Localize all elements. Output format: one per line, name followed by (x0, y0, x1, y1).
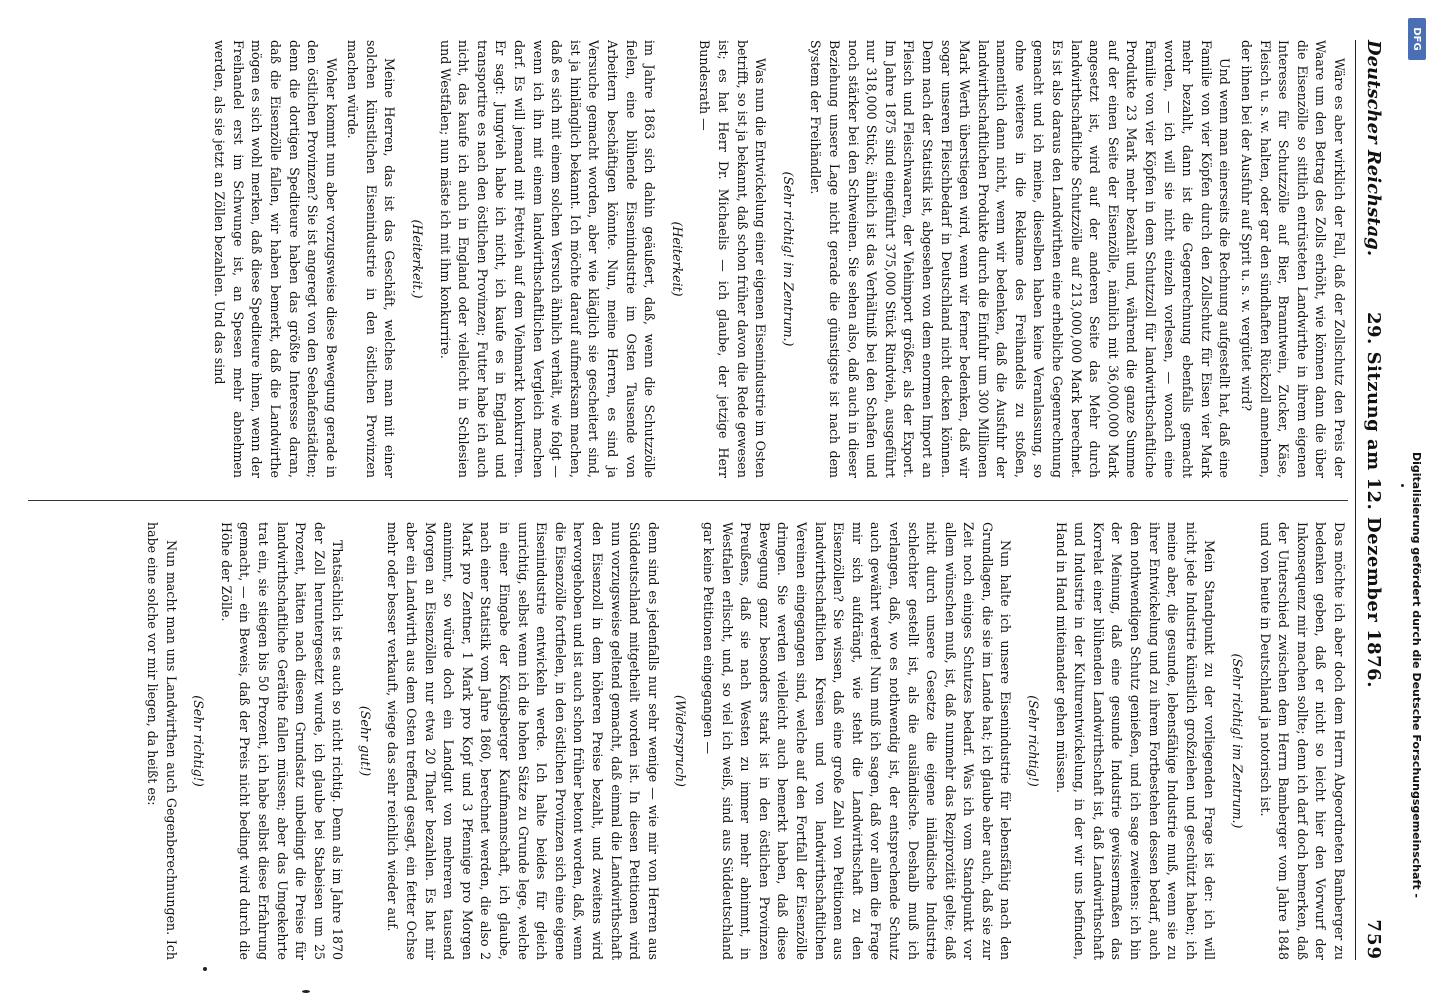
scan-speck (302, 990, 310, 993)
paragraph: Nun macht man uns Landwirthen auch Gegenberechnungen. Ich habe eine solche vor mir liegen, da heißt es: (144, 522, 179, 960)
paragraph: Und wenn man einerseits die Rechnung aufgestellt hat, daß eine Familie von vier Köpfen durch den Zollschutz für Eisen vier Mark mehr bezahlt, dann ist die Gegenrechnung ebenfalls gemacht worden, — ich will sie nicht einzeln vorlesen, — wonach eine Familie von vier Köpfen in dem Schutzzoll für landwirthschaftliche Produkte 23 Mark mehr bezahlt und, während die ganze Summe auf der einen Seite der Eisenzölle, nämlich mit 36,000,000 Mark angesetzt ist, wird auf der anderen Seite das Mehr durch landwirthschaftliche Schutzzölle auf 213,000,000 Mark berechnet. Es ist also daraus den Landwirthen eine erhebliche Gegenrechnung gemacht und ich meine, dieselben haben keine Veranlassung, so ohne weiteres in die Reklame des Freihandels zu stoßen, namentlich dann nicht, wenn wir bedenken, daß die Ausfuhr der landwirthschaftlichen Produkte durch die Einfuhr um 300 Millionen Mark Werth überstiegen wird, wenn wir ferner bedenken, daß wir sogar unseren Fleischbedarf in Deutschland nicht decken können. Denn nach der Statistik ist, abgesehen von dem enormen Import an Fleisch und Fleischwaaren, der Viehimport größer, als der Export. Im Jahre 1875 sind eingeführt 375,000 Stück Rindvieh, ausgeführt nur 318,000 Stück; ähnlich ist das Verhältniß bei den Schafen und noch stärker bei den Schweinen. Sie sehen also, daß auch in dieser Beziehung unsere Lage nicht gerade die günstigste ist nach dem System der Freihändler. (808, 40, 1233, 478)
interjection: (Sehr richtig!) (1026, 695, 1042, 787)
paragraph: Meine Herren, das ist das Geschäft, welches man mit einer solchen künstlichen Eisenindustrie in den östlichen Provinzen machen würde. (345, 40, 398, 478)
digitization-credit-text: Digitalisierung gefördert durch die Deutsche Forschungsgemeinschaft - (1410, 451, 1423, 898)
column-divider (28, 500, 1348, 501)
interjection: (Sehr gut!) (357, 705, 373, 777)
interjection: (Heiterkeit.) (410, 219, 426, 299)
paragraph: Woher kommt nun aber vorzugsweise diese Bewegung gerade in den östlichen Provinzen? Sie ist angeregt von den Seehafenstädten; denn die dortigen Spediteure haben das größte Interesse daran, daß die Eisenzölle fallen, wir haben bemerkt, daß die Landwirthe mögen es sich wohl merken, daß diese Spediteure ihnen, wenn der Freihandel erst im Schwunge ist, an Spesen mehr abnehmen werden, als sie jetzt an Zöllen bezahlen. Und das sind (212, 40, 339, 478)
paragraph: Thatsächlich ist es auch so nicht richtig. Denn als im Jahre 1870 der Zoll heruntergesetzt wurde, ich glaube bei Stabeisen um 25 Prozent, hätten nach diesem Grundsatz unbedingt die Preise für landwirthschaftliche Geräthe fallen müssen; aber das Umgekehrte trat ein, sie stiegen bis 50 Prozent, ich habe selbst diese Erfahrung gemacht, — ein Beweis, daß der Preis nicht bedingt wird durch die Höhe der Zölle. (218, 522, 346, 960)
text-column-first (28, 40, 1348, 478)
page-number: 759 (1363, 919, 1384, 960)
digitization-credit (1406, 28, 1430, 898)
paragraph: Was nun die Entwickelung einer eigenen Eisenindustrie im Osten betrifft, so ist ja bekannt, daß schon früher davon die Rede gewesen ist; es hat Herr Dr. Michaelis — ich glaube, der jetzige Herr Bundesrath — (697, 40, 769, 478)
interjection: (Heiterkeit) (669, 221, 685, 297)
paragraph: Mein Standpunkt zu der vorliegenden Frage ist der: ich will nicht jede Industrie künstlich großziehen und geschützt haben; ich meine aber, die gesunde, lebensfähige Industrie muß, wenn sie zu ihrer Entwickelung und zu ihrem Fortbestehen dessen bedarf, auch den nothwendigen Schutz genießen, und ich sage zweitens: ich bin der Meinung, daß eine gesunde Industrie gewissermaßen das Korrelat einer blühenden Landwirthschaft ist, daß Landwirthschaft und Industrie in der Kulturentwickelung, in der wir uns befinden, Hand in Hand miteinander gehen müssen. (1053, 522, 1218, 960)
interjection: (Widerspruch) (673, 695, 689, 787)
interjection: (Sehr richtig!) (191, 695, 207, 787)
paragraph: Nun halte ich unsere Eisenindustrie für lebensfähig nach den Grundlagen, die sie im Lande hat; ich glaube aber auch, daß sie zur Zeit noch einiges Schutzes bedarf. Was ich vom Standpunkt vor allem wünschen muß, ist, daß nunmehr das Reziprozität gelte; daß nicht durch unsere Gesetze die eigene inländische Industrie schlechter gestellt ist, als die ausländische. Deshalb muß ich verlangen, daß, wo es nothwendig ist, der entsprechende Schutz auch gewährt werde! Nun muß ich sagen, daß vor allem die Frage mir sich aufdrängt, wie steht die Landwirthschaft zu den Eisenzöllen? Sie wissen, daß eine große Zahl von Petitionen aus landwirthschaftlichen Kreisen und von landwirthschaftlichen Vereinen eingegangen sind, welche auf den Fortfall der Eisenzölle dringen. Sie werden vielleicht auch bemerkt haben, daß diese Bewegung ganz besonders stark ist in den östlichen Provinzen Preußens, daß sie nach Westen zu immer mehr abnimmt, in Westfalen erlischt, und, so viel ich weiß, sind aus Süddeutschland gar keine Petitionen eingegangen — (701, 522, 1014, 960)
paragraph: denn sind es jedenfalls nur sehr wenige — wie mir von Herren aus Süddeutschland mitgetheilt worden ist. In diesen Petitionen wird nun vorzugsweise geltend gemacht, daß einmal die Landwirthschaft den Eisenzoll in dem höheren Preise bezahlt, und zweitens wird hervorgehoben und ist auch schon früher betont worden, daß, wenn die Eisenzölle fortfielen, in den östlichen Provinzen sich eine eigene Eisenindustrie entwickeln werde. Ich halte beides für gleich unrichtig, selbst wenn ich die hohen Sätze zu Grunde lege, welche in einer Eingabe der Königsberger Kaufmannschaft, ich glaube, nach einer Statistik vom Jahre 1860, berechnet werden, die also 2 Mark pro Zentner, 1 Mark pro Kopf und 3 Pfennige pro Morgen annimmt, so würde doch ein Landgut von mehreren tausend Morgen an Eisenzöllen nur etwa 20 Thaler bezahlen. Es hat mir aber ein Landwirth aus dem Osten treffend gesagt, ein fetter Ochse mehr oder besser verkauft, wiege das sehr reichlich wieder auf. (385, 522, 661, 960)
dfg-logo-icon (1408, 18, 1426, 60)
interjection: (Sehr richtig! im Zentrum.) (1230, 653, 1246, 829)
scan-speck (203, 967, 207, 971)
page-header (1355, 40, 1390, 960)
text-column-second (28, 522, 1348, 960)
running-title: 29. Sitzung am 12. Dezember 1876. (1363, 312, 1384, 688)
dfg-logo-label: DFG (1411, 27, 1422, 51)
publication-title: Deutscher Reichstag. (1363, 40, 1384, 257)
paragraph: Wäre es aber wirklich der Fall, daß der Zollschutz den Preis der Waare um den Betrag des Zolls erhöht, wie können dann die über die Eisenzölle so sittlich entrüsteten Landwirthe in ihrem eigenen Interesse für Schutzzölle auf Bier, Branntwein, Zucker, Käse, Fleisch u. s. w. halten, oder gar den sündhaften Rückzoll annehmen, der ihnen bei der Ausfuhr auf Sprit u. s. w. vergütet wird? (1239, 40, 1347, 478)
scan-speck (1401, 484, 1404, 487)
paragraph: Das möchte ich aber doch dem Herrn Abgeordneten Bamberger zu bedenken geben, daß er nicht so leicht hier den Vorwurf der Inkonsequenz mir machen sollte; denn ich darf doch bemerken, daß der Unterschied zwischen dem Herrn Bamberger vom Jahre 1848 und von heute in Deutschland ja notorisch ist. (1257, 522, 1347, 960)
interjection: (Sehr richtig! im Zentrum.) (780, 171, 796, 347)
paragraph: im Jahre 1863 sich dahin geäußert, daß, wenn die Schutzzölle fielen, eine blühende Eisenindustrie im Osten Tausende von Arbeitern beschäftigen könnte. Nun, meine Herren, es sind ja Versuche gemacht worden, aber wie kläglich sie gescheitert sind, ist ja hinlänglich bekannt. Ich möchte darauf aufmerksam machen, daß es sich mit einem solchen Versuch ähnlich verhält, wie folgt — wenn ich ihn mit einem landwirthschaftlichen Vergleich machen darf. Es will jemand mit Fettvieh auf dem Viehmarkt konkurriren. Er sagt: Jungvieh habe ich nicht, ich kaufe es in England und transportire es nach den östlichen Provinzen; Futter habe ich auch nicht, das kaufe ich auch in England oder vielleicht in Schlesien und Westfalen; nun mäste ich mit ihm konkurrire. (437, 40, 658, 478)
